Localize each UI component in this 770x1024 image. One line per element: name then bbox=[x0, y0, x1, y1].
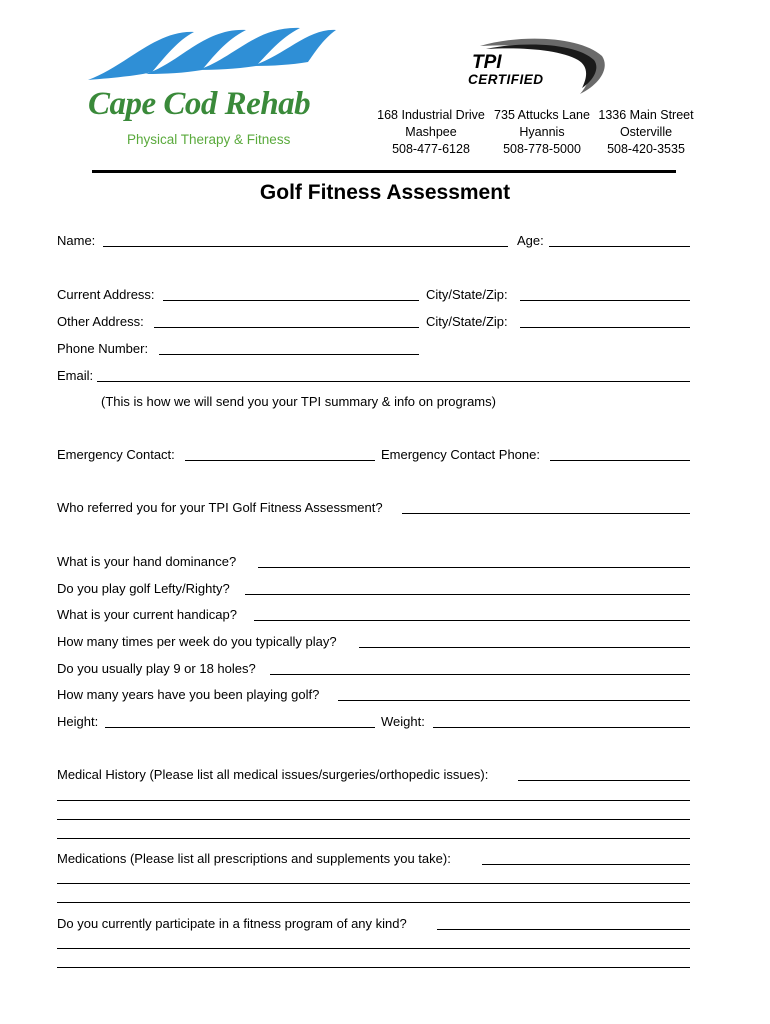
emergency-contact-phone-field[interactable] bbox=[550, 460, 690, 461]
location-street: 735 Attucks Lane bbox=[494, 108, 590, 122]
handicap-label: What is your current handicap? bbox=[57, 607, 237, 622]
medical-history-label: Medical History (Please list all medical issues/surgeries/orthopedic issues): bbox=[57, 767, 489, 782]
age-label: Age: bbox=[517, 233, 544, 248]
emergency-contact-label: Emergency Contact: bbox=[57, 447, 175, 462]
age-field[interactable] bbox=[549, 246, 690, 247]
medical-history-line-3[interactable] bbox=[57, 819, 690, 820]
location-street: 1336 Main Street bbox=[598, 108, 694, 122]
location-town: Hyannis bbox=[519, 125, 565, 139]
handicap-field[interactable] bbox=[254, 620, 690, 621]
other-address-label: Other Address: bbox=[57, 314, 144, 329]
location-town: Osterville bbox=[619, 125, 673, 139]
logo-tagline: Physical Therapy & Fitness bbox=[127, 132, 291, 147]
location-mashpee bbox=[374, 107, 488, 158]
location-phone: 508-420-3535 bbox=[607, 142, 685, 156]
holes-label: Do you usually play 9 or 18 holes? bbox=[57, 661, 256, 676]
fitness-program-label: Do you currently participate in a fitness program of any kind? bbox=[57, 916, 407, 931]
times-per-week-field[interactable] bbox=[359, 647, 690, 648]
referral-field[interactable] bbox=[402, 513, 690, 514]
tpi-certified-logo bbox=[460, 36, 610, 98]
years-playing-field[interactable] bbox=[338, 700, 690, 701]
city-state-zip-field-2[interactable] bbox=[520, 327, 690, 328]
lefty-righty-label: Do you play golf Lefty/Righty? bbox=[57, 581, 230, 596]
times-per-week-label: How many times per week do you typically play? bbox=[57, 634, 337, 649]
hand-dominance-field[interactable] bbox=[258, 567, 690, 568]
weight-label: Weight: bbox=[381, 714, 425, 729]
holes-field[interactable] bbox=[270, 674, 690, 675]
current-address-label: Current Address: bbox=[57, 287, 155, 302]
svg-text:TPI: TPI bbox=[472, 52, 502, 73]
medications-field[interactable] bbox=[482, 864, 690, 865]
emergency-contact-phone-label: Emergency Contact Phone: bbox=[381, 447, 540, 462]
medical-history-field[interactable] bbox=[518, 780, 690, 781]
fitness-program-field[interactable] bbox=[437, 929, 690, 930]
medical-history-line-4[interactable] bbox=[57, 838, 690, 839]
city-state-zip-label: City/State/Zip: bbox=[426, 287, 508, 302]
height-field[interactable] bbox=[105, 727, 375, 728]
other-address-field[interactable] bbox=[154, 327, 419, 328]
logo-name: Cape Cod Rehab bbox=[88, 86, 311, 122]
header-divider bbox=[92, 170, 676, 173]
hand-dominance-label: What is your hand dominance? bbox=[57, 554, 237, 569]
location-phone: 508-477-6128 bbox=[392, 142, 470, 156]
name-field[interactable] bbox=[103, 246, 508, 247]
email-note: (This is how we will send you your TPI summary & info on programs) bbox=[101, 394, 496, 409]
location-osterville bbox=[594, 107, 698, 158]
referral-label: Who referred you for your TPI Golf Fitness Assessment? bbox=[57, 500, 383, 515]
fitness-program-line-3[interactable] bbox=[57, 967, 690, 968]
current-address-field[interactable] bbox=[163, 300, 419, 301]
medications-label: Medications (Please list all prescriptions and supplements you take): bbox=[57, 851, 451, 866]
logo-waves-icon bbox=[86, 22, 342, 86]
location-hyannis bbox=[492, 107, 592, 158]
weight-field[interactable] bbox=[433, 727, 690, 728]
medications-line-3[interactable] bbox=[57, 902, 690, 903]
location-town: Mashpee bbox=[405, 125, 457, 139]
city-state-zip-field[interactable] bbox=[520, 300, 690, 301]
location-phone: 508-778-5000 bbox=[503, 142, 581, 156]
medications-line-2[interactable] bbox=[57, 883, 690, 884]
location-street: 168 Industrial Drive bbox=[377, 108, 485, 122]
svg-text:CERTIFIED: CERTIFIED bbox=[468, 72, 544, 87]
height-label: Height: bbox=[57, 714, 99, 729]
medical-history-line-2[interactable] bbox=[57, 800, 690, 801]
city-state-zip-label-2: City/State/Zip: bbox=[426, 314, 508, 329]
name-label: Name: bbox=[57, 233, 96, 248]
emergency-contact-field[interactable] bbox=[185, 460, 375, 461]
phone-number-field[interactable] bbox=[159, 354, 419, 355]
lefty-righty-field[interactable] bbox=[245, 594, 690, 595]
years-playing-label: How many years have you been playing golf? bbox=[57, 687, 320, 702]
phone-number-label: Phone Number: bbox=[57, 341, 149, 356]
fitness-program-line-2[interactable] bbox=[57, 948, 690, 949]
email-field[interactable] bbox=[97, 381, 690, 382]
form-title: Golf Fitness Assessment bbox=[259, 181, 511, 204]
email-label: Email: bbox=[57, 368, 94, 383]
